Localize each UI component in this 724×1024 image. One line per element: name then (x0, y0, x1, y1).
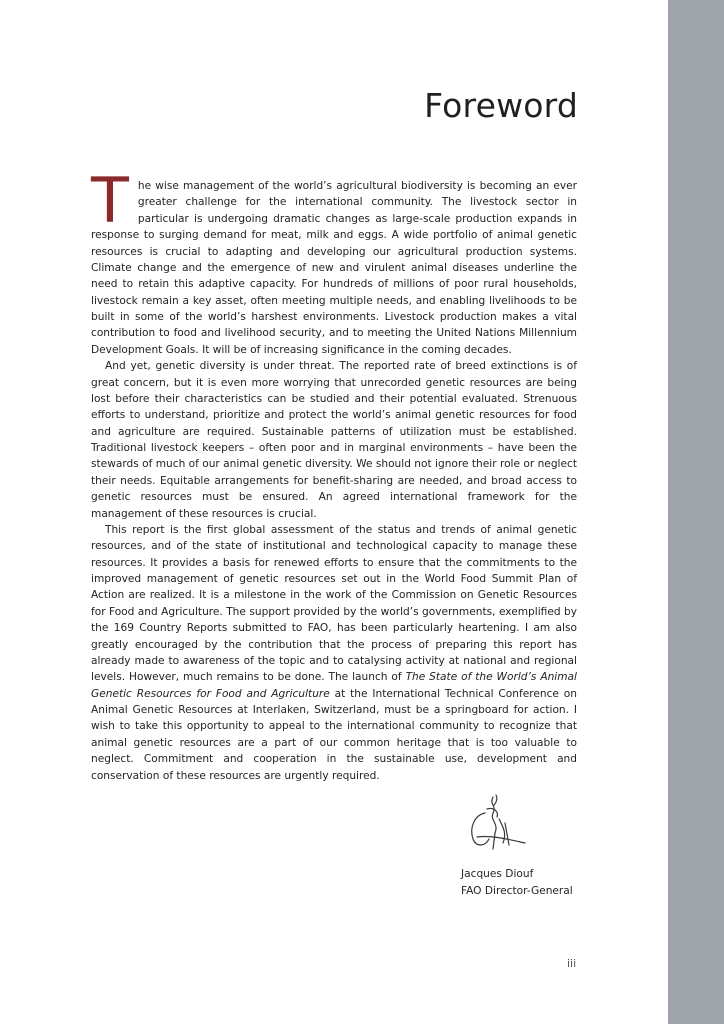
signer-name: Jacques Diouf (461, 868, 534, 880)
paragraph-1-text: he wise management of the world’s agricultural biodiversity is becoming an ever greater challenge for the international community. The livestock sector in particular is undergoing dramatic changes as large-scale production expands in response to surging demand for meat, milk and eggs. A wide portfolio of animal genetic resources is crucial to adapting and developing our agricultural production systems. Climate change and the emergence of new and virulent animal diseases underline the need to retain this adaptive capacity. For hundreds of millions of poor rural households, livestock remain a key asset, often meeting multiple needs, and enabling livelihoods to be built in some of the world’s harshest environments. Livestock production makes a vital contribution to food and livelihood security, and to meeting the United Nations Millennium Development Goals. It will be of increasing significance in the coming decades. (91, 180, 577, 356)
side-color-band (668, 0, 724, 1024)
paragraph-3 (91, 522, 577, 784)
foreword-body (91, 164, 577, 784)
paragraph-2: And yet, genetic diversity is under threat. The reported rate of breed extinctions is of great concern, but it is even more worrying that unrecorded genetic resources are being lost before their characteristics can be studied and their potential evaluated. Strenuous efforts to understand, prioritize and protect the world’s animal genetic resources for food and agriculture are required. Sustainable patterns of utilization must be established. Traditional livestock keepers – often poor and in marginal environments – have been the stewards of much of our animal genetic diversity. We should not ignore their role or neglect their needs. Equitable arrangements for benefit-sharing are needed, and broad access to genetic resources must be ensured. An agreed international framework for the management of these resources is crucial. (91, 360, 577, 520)
paragraph-1 (91, 164, 577, 358)
paragraph-3-text-a: This report is the first global assessment of the status and trends of animal genetic resources, and of the state of institutional and technological capacity to manage these resources. It provides a basis for renewed efforts to ensure that the commitments to the improved management of genetic resources set out in the World Food Summit Plan of Action are realized. It is a milestone in the work of the Commission on Genetic Resources for Food and Agriculture. The support provided by the world’s governments, exemplified by the 169 Country Reports submitted to FAO, has been particularly heartening. I am also greatly encouraged by the contribution that the process of preparing this report has already made to awareness of the topic and to catalysing activity at national and regional levels. However, much remains to be done. The launch of (91, 523, 577, 684)
page-number: iii (567, 957, 577, 970)
paragraph-3-text-b: at the International Technical Conference on Animal Genetic Resources at Interlaken, Switzerland, must be a springboard for action. I wish to take this opportunity to appeal to the international community to recognize that animal genetic resources are a part of our common heritage that is too valuable to neglect. Commitment and cooperation in the sustainable use, development and conservation of these resources are urgently required. (91, 687, 577, 782)
signer-role: FAO Director-General (461, 885, 573, 897)
drop-cap: T (91, 164, 129, 237)
page-title: Foreword (424, 86, 578, 125)
signer-block (461, 866, 573, 900)
signature-image (463, 793, 527, 855)
report-title-italic: The State of the World’s Animal Genetic Resources for Food and Agriculture (91, 671, 577, 700)
